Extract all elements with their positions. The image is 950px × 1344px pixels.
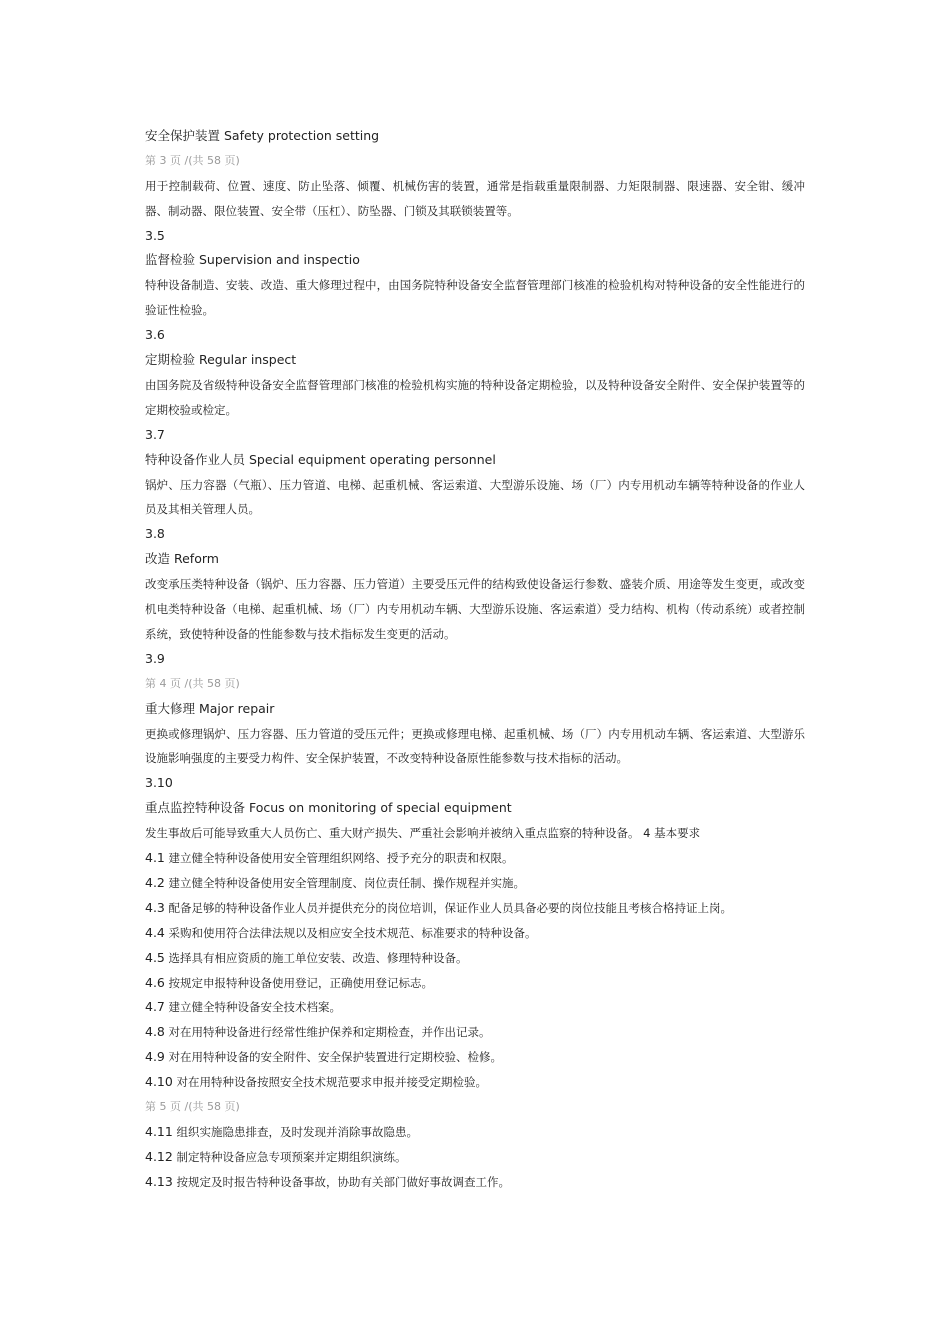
requirement-item: [145, 1070, 805, 1095]
term-heading: 改造 Reform: [145, 551, 219, 567]
term-heading: 特种设备作业人员 Special equipment operating personnel: [145, 451, 496, 467]
term-definition: 更换或修理锅炉、压力容器、压力管道的受压元件；更换或修理电梯、起重机械、场（厂）内专用机动车辆、客运索道、大型游乐设施影响强度的主要受力构件、安全保护装置，不改变特种设备原性能参数与技术指标的活动。: [145, 726, 805, 766]
requirement-number: 4.1: [145, 850, 165, 866]
requirement-item: [145, 1170, 805, 1195]
term-heading: 安全保护装置 Safety protection setting: [145, 128, 380, 143]
page-marker: 第 3 页 /(共 58 页): [145, 153, 240, 167]
requirement-number: 4.4: [145, 924, 165, 940]
requirement-number: 4.9: [145, 1049, 165, 1065]
term-definition: 特种设备制造、安装、改造、重大修理过程中，由国务院特种设备安全监督管理部门核准的检验机构对特种设备的安全性能进行的验证性检验。: [145, 278, 805, 318]
requirement-text: 对在用特种设备的安全附件、安全保护装置进行定期校验、检修。: [168, 1050, 503, 1065]
requirement-item: [145, 1045, 805, 1070]
term-definition: 发生事故后可能导致重大人员伤亡、重大财产损失、严重社会影响并被纳入重点监察的特种设备。 4 基本要求: [145, 826, 701, 841]
requirement-text: 制定特种设备应急专项预案并定期组织演练。: [176, 1149, 407, 1164]
requirement-text: 对在用特种设备按照安全技术规范要求申报并接受定期检验。: [176, 1075, 487, 1090]
requirement-item: [145, 871, 805, 896]
page-marker: 第 5 页 /(共 58 页): [145, 1099, 240, 1113]
requirement-item: [145, 846, 805, 871]
section-number: 3.5: [145, 227, 165, 243]
requirement-item: [145, 946, 805, 971]
requirement-number: 4.8: [145, 1024, 165, 1040]
section-number: 3.7: [145, 426, 165, 442]
requirement-text: 建立健全特种设备安全技术档案。: [168, 1000, 342, 1015]
requirement-text: 建立健全特种设备使用安全管理组织网络、授予充分的职责和权限。: [168, 851, 514, 866]
requirement-text: 按规定及时报告特种设备事故，协助有关部门做好事故调查工作。: [176, 1174, 510, 1189]
requirement-number: 4.3: [145, 899, 165, 915]
requirement-number: 4.6: [145, 974, 165, 990]
term-heading: 重大修理 Major repair: [145, 700, 275, 716]
requirement-text: 配备足够的特种设备作业人员并提供充分的岗位培训，保证作业人员具备必要的岗位技能且考核合格持证上岗。: [168, 900, 733, 915]
section-number: 3.9: [145, 650, 165, 666]
term-definition: 用于控制载荷、位置、速度、防止坠落、倾覆、机械伤害的装置，通常是指载重量限制器、力矩限制器、限速器、安全钳、缓冲器、制动器、限位装置、安全带（压杠）、防坠器、门锁及其联锁装置等。: [145, 178, 805, 218]
requirement-text: 组织实施隐患排查，及时发现并消除事故隐患。: [176, 1124, 418, 1139]
requirement-item: [145, 1020, 805, 1045]
term-definition: 锅炉、压力容器（气瓶）、压力管道、电梯、起重机械、客运索道、大型游乐设施、场（厂）内专用机动车辆等特种设备的作业人员及其相关管理人员。: [145, 477, 805, 517]
section-number: 3.10: [145, 775, 173, 791]
term-definition: 由国务院及省级特种设备安全监督管理部门核准的检验机构实施的特种设备定期检验，以及特种设备安全附件、安全保护装置等的定期校验或检定。: [145, 377, 805, 417]
term-heading: 定期检验 Regular inspect: [145, 352, 297, 368]
requirement-item: [145, 1120, 805, 1145]
requirement-text: 按规定申报特种设备使用登记，正确使用登记标志。: [168, 975, 434, 990]
term-heading: 监督检验 Supervision and inspectio: [145, 252, 360, 268]
requirement-item: [145, 1145, 805, 1170]
requirement-number: 4.5: [145, 949, 165, 965]
section-number: 3.6: [145, 327, 165, 343]
requirement-item: [145, 921, 805, 946]
section-number: 3.8: [145, 526, 165, 542]
requirement-text: 建立健全特种设备使用安全管理制度、岗位责任制、操作规程并实施。: [168, 875, 526, 890]
requirement-number: 4.12: [145, 1148, 173, 1164]
requirement-text: 采购和使用符合法律法规以及相应安全技术规范、标准要求的特种设备。: [168, 925, 537, 940]
requirement-text: 选择具有相应资质的施工单位安装、改造、修理特种设备。: [168, 950, 468, 965]
requirement-text: 对在用特种设备进行经常性维护保养和定期检查，并作出记录。: [168, 1025, 491, 1040]
requirement-number: 4.7: [145, 999, 165, 1015]
requirement-item: [145, 896, 805, 921]
term-heading: 重点监控特种设备 Focus on monitoring of special equipment: [145, 800, 512, 816]
requirement-item: [145, 995, 805, 1020]
requirement-number: 4.2: [145, 874, 165, 890]
document-page: [145, 124, 805, 1195]
requirement-number: 4.10: [145, 1074, 173, 1090]
requirement-item: [145, 971, 805, 996]
requirement-number: 4.11: [145, 1123, 173, 1139]
requirement-number: 4.13: [145, 1173, 173, 1189]
page-marker: 第 4 页 /(共 58 页): [145, 676, 240, 690]
term-definition: 改变承压类特种设备（锅炉、压力容器、压力管道）主要受压元件的结构致使设备运行参数、盛装介质、用途等发生变更，或改变机电类特种设备（电梯、起重机械、场（厂）内专用机动车辆、大型游乐设施、客运索道）受力结构、机构（传动系统）或者控制系统，致使特种设备的性能参数与技术指标发生变更的活动。: [145, 577, 805, 641]
